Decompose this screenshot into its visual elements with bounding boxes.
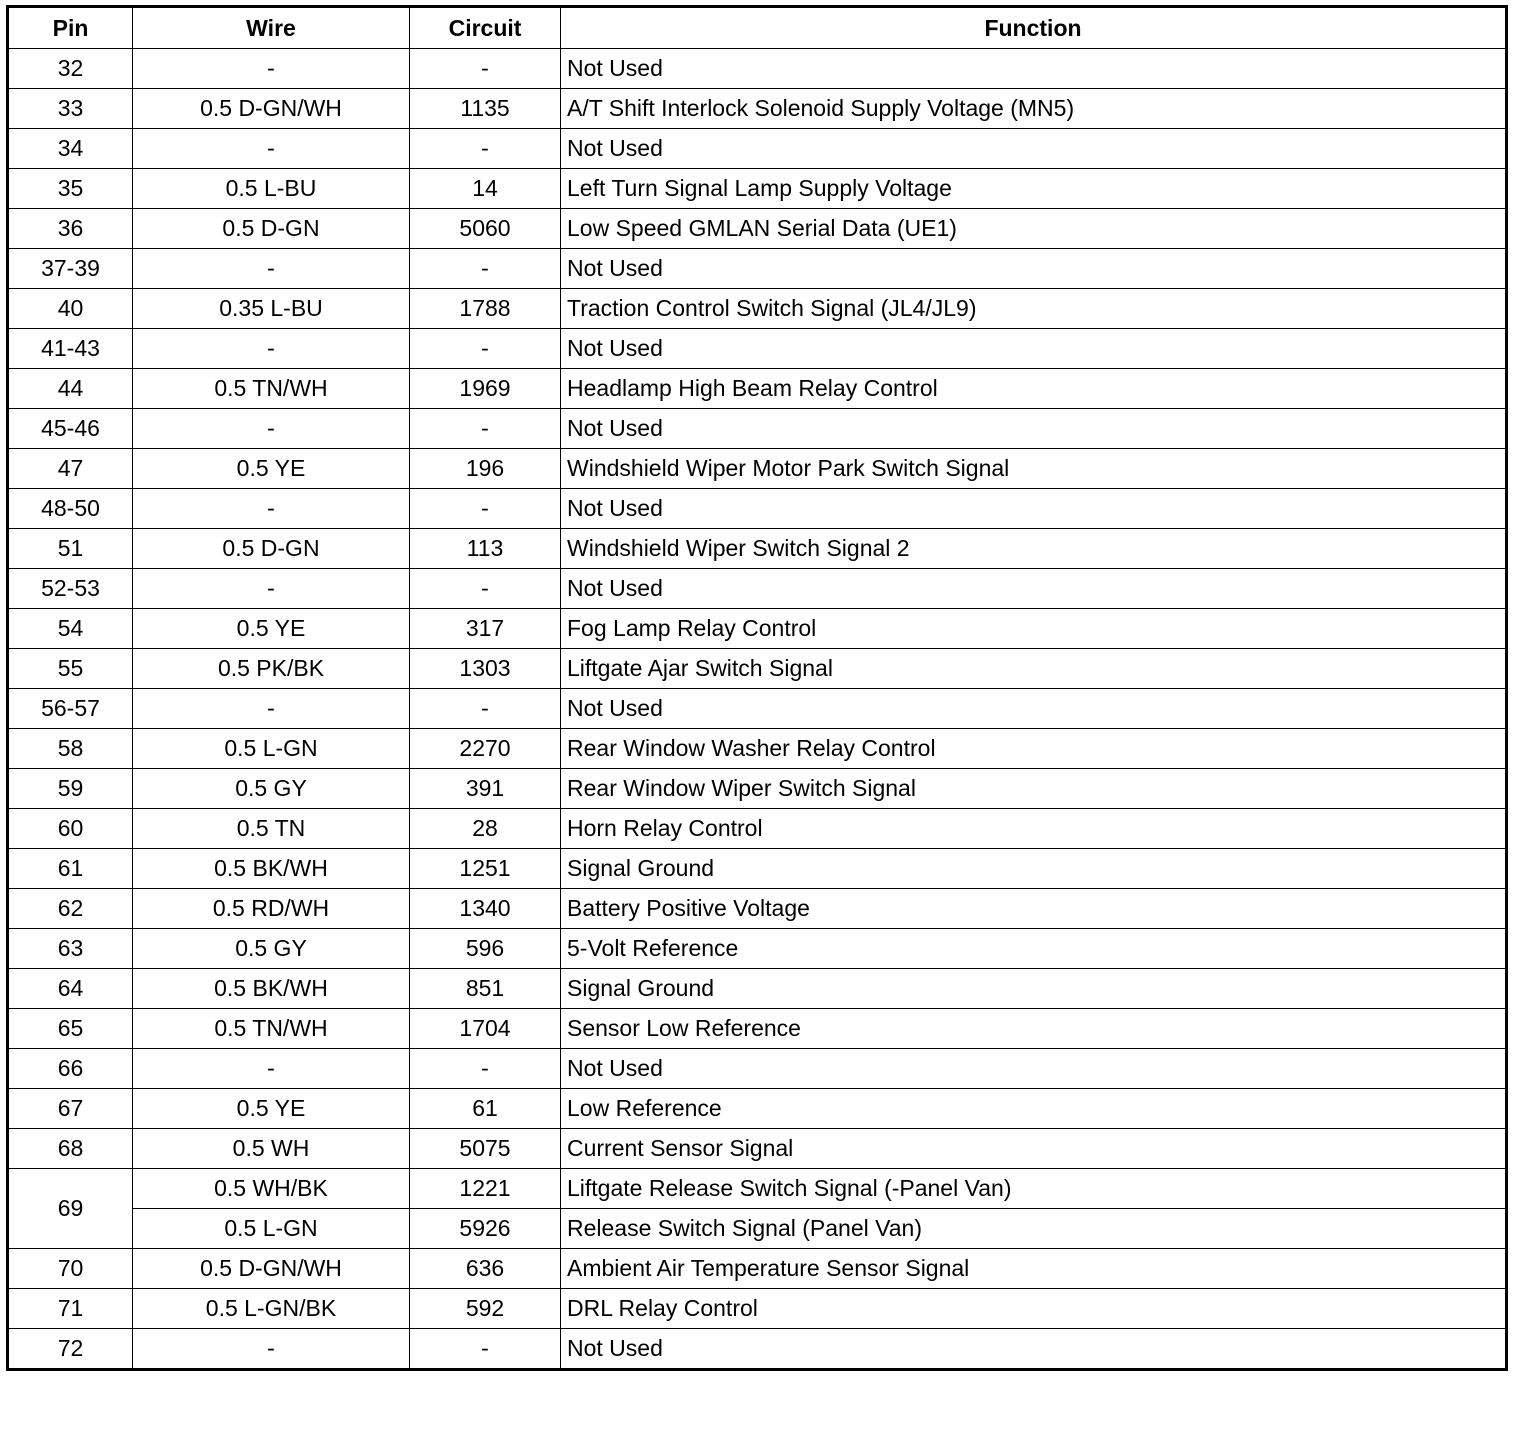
table-row	[8, 329, 1507, 369]
function-cell: Not Used	[561, 489, 1507, 529]
pin-cell: 70	[8, 1249, 133, 1289]
circuit-cell: 14	[410, 169, 561, 209]
circuit-cell: -	[410, 49, 561, 89]
circuit-cell: 196	[410, 449, 561, 489]
function-cell: Not Used	[561, 249, 1507, 289]
wire-cell: 0.5 L-GN/BK	[133, 1289, 410, 1329]
function-cell: Not Used	[561, 689, 1507, 729]
circuit-cell: -	[410, 1329, 561, 1370]
table-row	[8, 209, 1507, 249]
table-row	[8, 1249, 1507, 1289]
wire-cell: -	[133, 489, 410, 529]
table-row	[8, 129, 1507, 169]
table-row	[8, 1209, 1507, 1249]
function-cell: Sensor Low Reference	[561, 1009, 1507, 1049]
wire-cell: 0.5 BK/WH	[133, 969, 410, 1009]
header-pin: Pin	[8, 7, 133, 49]
wire-cell: 0.5 BK/WH	[133, 849, 410, 889]
circuit-cell: 2270	[410, 729, 561, 769]
table-row	[8, 1169, 1507, 1209]
table-row	[8, 289, 1507, 329]
function-cell: Rear Window Wiper Switch Signal	[561, 769, 1507, 809]
function-cell: Not Used	[561, 1049, 1507, 1089]
function-cell: Ambient Air Temperature Sensor Signal	[561, 1249, 1507, 1289]
pin-cell: 47	[8, 449, 133, 489]
table-row	[8, 89, 1507, 129]
function-cell: A/T Shift Interlock Solenoid Supply Voltage (MN5)	[561, 89, 1507, 129]
table-row	[8, 1129, 1507, 1169]
wire-cell: 0.5 L-GN	[133, 1209, 410, 1249]
wire-cell: 0.5 PK/BK	[133, 649, 410, 689]
wire-cell: -	[133, 1329, 410, 1370]
wire-cell: 0.5 YE	[133, 609, 410, 649]
wire-cell: 0.5 TN	[133, 809, 410, 849]
connector-pinout-table	[6, 5, 1508, 1371]
function-cell: Release Switch Signal (Panel Van)	[561, 1209, 1507, 1249]
wire-cell: -	[133, 329, 410, 369]
table-row	[8, 649, 1507, 689]
circuit-cell: -	[410, 409, 561, 449]
circuit-cell: -	[410, 329, 561, 369]
circuit-cell: 1251	[410, 849, 561, 889]
function-cell: Battery Positive Voltage	[561, 889, 1507, 929]
wire-cell: -	[133, 569, 410, 609]
function-cell: Not Used	[561, 569, 1507, 609]
wire-cell: -	[133, 409, 410, 449]
circuit-cell: 5075	[410, 1129, 561, 1169]
pin-cell: 36	[8, 209, 133, 249]
table-row	[8, 1329, 1507, 1370]
pin-cell: 41-43	[8, 329, 133, 369]
circuit-cell: 1969	[410, 369, 561, 409]
pin-cell: 45-46	[8, 409, 133, 449]
table-row	[8, 569, 1507, 609]
wire-cell: -	[133, 1049, 410, 1089]
wire-cell: 0.5 RD/WH	[133, 889, 410, 929]
wire-cell: 0.5 WH	[133, 1129, 410, 1169]
table-row	[8, 1289, 1507, 1329]
pin-cell: 33	[8, 89, 133, 129]
circuit-cell: -	[410, 489, 561, 529]
function-cell: Current Sensor Signal	[561, 1129, 1507, 1169]
circuit-cell: 5926	[410, 1209, 561, 1249]
table-row	[8, 1049, 1507, 1089]
table-header	[8, 7, 1507, 49]
header-wire: Wire	[133, 7, 410, 49]
circuit-cell: 5060	[410, 209, 561, 249]
pin-cell: 44	[8, 369, 133, 409]
circuit-cell: 1135	[410, 89, 561, 129]
wire-cell: 0.5 YE	[133, 1089, 410, 1129]
pin-cell: 60	[8, 809, 133, 849]
table-row	[8, 369, 1507, 409]
function-cell: Not Used	[561, 409, 1507, 449]
function-cell: Windshield Wiper Motor Park Switch Signal	[561, 449, 1507, 489]
circuit-cell: 1303	[410, 649, 561, 689]
pin-cell: 72	[8, 1329, 133, 1370]
pin-cell: 55	[8, 649, 133, 689]
circuit-cell: 1788	[410, 289, 561, 329]
function-cell: Not Used	[561, 129, 1507, 169]
table-row	[8, 809, 1507, 849]
circuit-cell: 636	[410, 1249, 561, 1289]
circuit-cell: -	[410, 689, 561, 729]
wire-cell: 0.35 L-BU	[133, 289, 410, 329]
function-cell: Headlamp High Beam Relay Control	[561, 369, 1507, 409]
function-cell: Signal Ground	[561, 849, 1507, 889]
pin-cell: 35	[8, 169, 133, 209]
circuit-cell: 391	[410, 769, 561, 809]
pin-cell: 62	[8, 889, 133, 929]
pin-cell: 52-53	[8, 569, 133, 609]
pin-cell: 64	[8, 969, 133, 1009]
wire-cell: 0.5 GY	[133, 929, 410, 969]
function-cell: Not Used	[561, 329, 1507, 369]
wire-cell: 0.5 WH/BK	[133, 1169, 410, 1209]
wire-cell: -	[133, 49, 410, 89]
pin-cell: 34	[8, 129, 133, 169]
function-cell: Left Turn Signal Lamp Supply Voltage	[561, 169, 1507, 209]
pin-cell: 65	[8, 1009, 133, 1049]
pin-cell: 56-57	[8, 689, 133, 729]
table-row	[8, 409, 1507, 449]
function-cell: Windshield Wiper Switch Signal 2	[561, 529, 1507, 569]
header-row	[8, 7, 1507, 49]
wire-cell: 0.5 TN/WH	[133, 1009, 410, 1049]
wire-cell: 0.5 GY	[133, 769, 410, 809]
circuit-cell: -	[410, 249, 561, 289]
circuit-cell: 1704	[410, 1009, 561, 1049]
pin-cell: 37-39	[8, 249, 133, 289]
table-row	[8, 1009, 1507, 1049]
function-cell: Traction Control Switch Signal (JL4/JL9)	[561, 289, 1507, 329]
header-function: Function	[561, 7, 1507, 49]
function-cell: Liftgate Ajar Switch Signal	[561, 649, 1507, 689]
table-row	[8, 929, 1507, 969]
pin-cell: 71	[8, 1289, 133, 1329]
circuit-cell: -	[410, 569, 561, 609]
function-cell: 5-Volt Reference	[561, 929, 1507, 969]
table-row	[8, 729, 1507, 769]
pin-cell: 54	[8, 609, 133, 649]
table-row	[8, 49, 1507, 89]
table-row	[8, 689, 1507, 729]
circuit-cell: 596	[410, 929, 561, 969]
circuit-cell: 28	[410, 809, 561, 849]
circuit-cell: 1221	[410, 1169, 561, 1209]
header-circuit: Circuit	[410, 7, 561, 49]
pin-cell: 48-50	[8, 489, 133, 529]
pin-cell: 69	[8, 1169, 133, 1249]
wire-cell: -	[133, 129, 410, 169]
table-row	[8, 969, 1507, 1009]
table-row	[8, 769, 1507, 809]
table-row	[8, 1089, 1507, 1129]
wire-cell: 0.5 L-GN	[133, 729, 410, 769]
pin-cell: 32	[8, 49, 133, 89]
wire-cell: -	[133, 689, 410, 729]
function-cell: Low Reference	[561, 1089, 1507, 1129]
function-cell: Horn Relay Control	[561, 809, 1507, 849]
wire-cell: 0.5 TN/WH	[133, 369, 410, 409]
wire-cell: 0.5 YE	[133, 449, 410, 489]
function-cell: Liftgate Release Switch Signal (-Panel Van)	[561, 1169, 1507, 1209]
function-cell: Signal Ground	[561, 969, 1507, 1009]
table-row	[8, 889, 1507, 929]
wire-cell: 0.5 L-BU	[133, 169, 410, 209]
pin-cell: 59	[8, 769, 133, 809]
table-row	[8, 609, 1507, 649]
pin-cell: 61	[8, 849, 133, 889]
pin-cell: 40	[8, 289, 133, 329]
function-cell: DRL Relay Control	[561, 1289, 1507, 1329]
pin-cell: 67	[8, 1089, 133, 1129]
table-row	[8, 529, 1507, 569]
table-row	[8, 489, 1507, 529]
pin-cell: 66	[8, 1049, 133, 1089]
circuit-cell: -	[410, 1049, 561, 1089]
function-cell: Fog Lamp Relay Control	[561, 609, 1507, 649]
circuit-cell: 61	[410, 1089, 561, 1129]
wire-cell: -	[133, 249, 410, 289]
table-row	[8, 169, 1507, 209]
function-cell: Low Speed GMLAN Serial Data (UE1)	[561, 209, 1507, 249]
circuit-cell: -	[410, 129, 561, 169]
circuit-cell: 851	[410, 969, 561, 1009]
table-row	[8, 449, 1507, 489]
pin-cell: 58	[8, 729, 133, 769]
wire-cell: 0.5 D-GN	[133, 209, 410, 249]
pin-cell: 51	[8, 529, 133, 569]
circuit-cell: 113	[410, 529, 561, 569]
function-cell: Not Used	[561, 1329, 1507, 1370]
table-row	[8, 249, 1507, 289]
wire-cell: 0.5 D-GN/WH	[133, 1249, 410, 1289]
function-cell: Not Used	[561, 49, 1507, 89]
function-cell: Rear Window Washer Relay Control	[561, 729, 1507, 769]
circuit-cell: 592	[410, 1289, 561, 1329]
circuit-cell: 317	[410, 609, 561, 649]
table-body	[8, 49, 1507, 1370]
wire-cell: 0.5 D-GN/WH	[133, 89, 410, 129]
pin-cell: 63	[8, 929, 133, 969]
circuit-cell: 1340	[410, 889, 561, 929]
pin-cell: 68	[8, 1129, 133, 1169]
wire-cell: 0.5 D-GN	[133, 529, 410, 569]
table-row	[8, 849, 1507, 889]
